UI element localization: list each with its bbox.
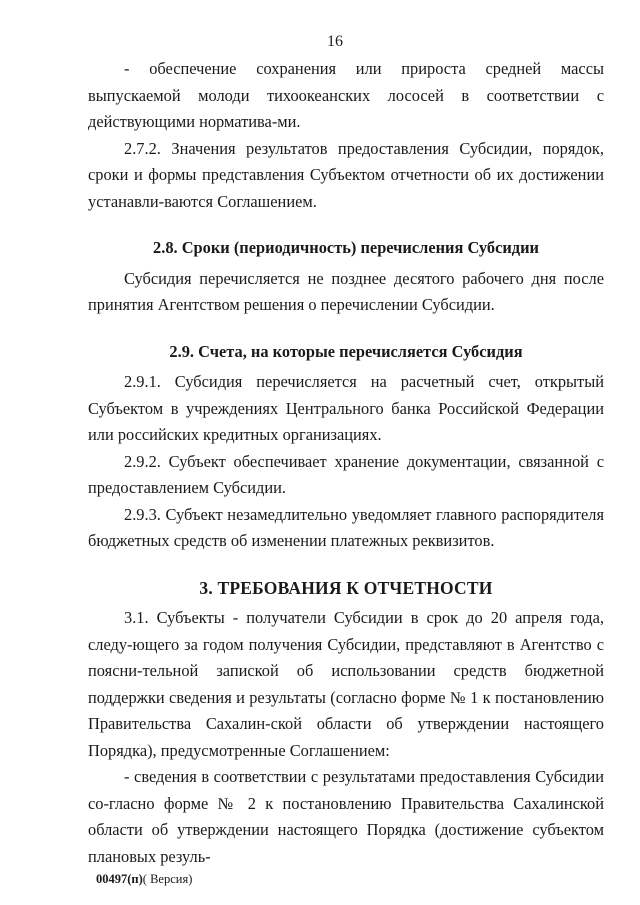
paragraph: - обеспечение сохранения или прироста средней массы выпускаемой молоди тихоокеанских лососей в соответствии с действующими норматива-ми. xyxy=(88,59,604,131)
section-heading: 2.9. Счета, на которые перечисляется Субсидия xyxy=(169,341,523,361)
document-code: 00497(п) xyxy=(96,872,143,886)
page-number: 16 xyxy=(327,33,343,50)
paragraph: 3.1. Субъекты - получатели Субсидии в срок до 20 апреля года, следу-ющего за годом получения Субсидии, представляют в Агентство с поясни-тельной запиской об использовании средств бюджетной поддержки сведения и результаты (согласно форме № 1 к постановлению Правительства Сахалин-ской области об утверждении настоящего Порядка), предусмотренные Соглашением: xyxy=(88,608,604,760)
paragraph: Субсидия перечисляется не позднее десятого рабочего дня после принятия Агентством решения о перечислении Субсидии. xyxy=(88,268,604,314)
document-body xyxy=(88,56,604,870)
version-note: ( Версия) xyxy=(142,872,193,886)
paragraph: - сведения в соответствии с результатами предоставления Субсидии со-гласно форме № 2 к постановлению Правительства Сахалинской области об утверждении настоящего Порядка (достижение субъектом плановых резуль- xyxy=(88,767,604,866)
document-footer xyxy=(96,872,192,887)
section-heading: 2.8. Сроки (периодичность) перечисления Субсидии xyxy=(153,238,539,257)
paragraph: 2.9.3. Субъект незамедлительно уведомляет главного распорядителя бюджетных средств об изменении платежных реквизитов. xyxy=(88,504,604,550)
section-heading: 3. ТРЕБОВАНИЯ К ОТЧЕТНОСТИ xyxy=(199,577,493,598)
paragraph: 2.9.2. Субъект обеспечивает хранение документации, связанной с предоставлением Субсидии. xyxy=(88,451,604,497)
paragraph: 2.9.1. Субсидия перечисляется на расчетный счет, открытый Субъектом в учреждениях Центрального банка Российской Федерации или российских кредитных организациях. xyxy=(88,372,604,444)
paragraph: 2.7.2. Значения результатов предоставления Субсидии, порядок, сроки и формы представления Субъектом отчетности об их достижении устанавли-ваются Соглашением. xyxy=(88,138,604,211)
